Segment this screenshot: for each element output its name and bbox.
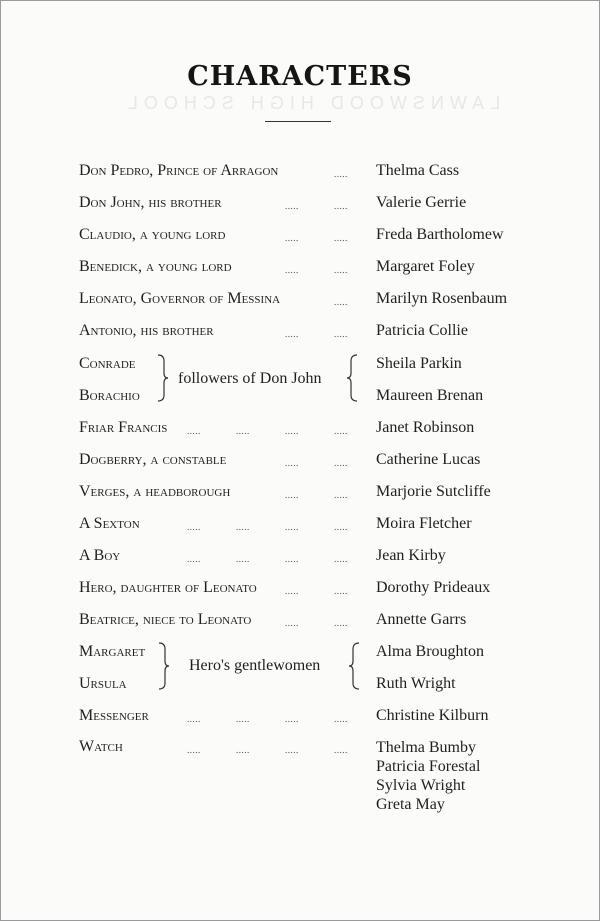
actor-watch: Greta May xyxy=(376,796,445,813)
role-sexton: A Sexton xyxy=(79,515,140,532)
dot-leader: ..... xyxy=(236,714,250,724)
actor-watch: Sylvia Wright xyxy=(376,777,466,794)
actor-margaret: Alma Broughton xyxy=(376,643,484,660)
actor-borachio: Maureen Brenan xyxy=(376,387,484,404)
actor-boy: Jean Kirby xyxy=(376,547,446,564)
dot-leader: ..... xyxy=(285,201,299,211)
actor-benedick: Margaret Foley xyxy=(376,258,475,275)
role-claudio: Claudio, a young lord xyxy=(79,226,226,243)
dot-leader: ..... xyxy=(334,490,348,500)
dot-leader: ..... xyxy=(236,745,250,755)
actor-friar-francis: Janet Robinson xyxy=(376,419,475,436)
dot-leader: ..... xyxy=(187,522,201,532)
dot-leader: ..... xyxy=(236,426,250,436)
role-borachio: Borachio xyxy=(79,387,140,404)
actor-dogberry: Catherine Lucas xyxy=(376,451,481,468)
role-leonato: Leonato, Governor of Messina xyxy=(79,290,281,307)
role-benedick: Benedick, a young lord xyxy=(79,258,232,275)
role-antonio: Antonio, his brother xyxy=(79,322,214,339)
dot-leader: ..... xyxy=(334,329,348,339)
dot-leader: ..... xyxy=(334,554,348,564)
actor-beatrice: Annette Garrs xyxy=(376,611,467,628)
role-margaret: Margaret xyxy=(79,643,146,660)
left-brace-icon xyxy=(156,353,170,403)
dot-leader: ..... xyxy=(285,522,299,532)
dot-leader: ..... xyxy=(334,201,348,211)
dot-leader: ..... xyxy=(334,297,348,307)
group-label-followers: followers of Don John xyxy=(178,370,322,387)
actor-messenger: Christine Kilburn xyxy=(376,707,489,724)
group-label-gentlewomen: Hero's gentlewomen xyxy=(189,657,321,674)
actor-sexton: Moira Fletcher xyxy=(376,515,472,532)
actor-hero: Dorothy Prideaux xyxy=(376,579,491,596)
dot-leader: ..... xyxy=(285,233,299,243)
role-friar-francis: Friar Francis xyxy=(79,419,168,436)
dot-leader: ..... xyxy=(285,265,299,275)
dot-leader: ..... xyxy=(236,554,250,564)
dot-leader: ..... xyxy=(187,554,201,564)
actor-verges: Marjorie Sutcliffe xyxy=(376,483,491,500)
actor-don-john: Valerie Gerrie xyxy=(376,194,467,211)
dot-leader: ..... xyxy=(187,426,201,436)
page-title: CHARACTERS xyxy=(187,61,413,92)
actor-watch: Thelma Bumby xyxy=(376,739,476,756)
dot-leader: ..... xyxy=(285,329,299,339)
role-messenger: Messenger xyxy=(79,707,149,724)
role-don-john: Don John, his brother xyxy=(79,194,222,211)
left-brace-icon xyxy=(157,641,171,691)
dot-leader: ..... xyxy=(334,265,348,275)
role-dogberry: Dogberry, a constable xyxy=(79,451,227,468)
dot-leader: ..... xyxy=(334,745,348,755)
actor-claudio: Freda Bartholomew xyxy=(376,226,504,243)
role-hero: Hero, daughter of Leonato xyxy=(79,579,257,596)
dot-leader: ..... xyxy=(236,522,250,532)
dot-leader: ..... xyxy=(334,426,348,436)
actor-conrade: Sheila Parkin xyxy=(376,355,462,372)
right-brace-icon xyxy=(345,353,359,403)
dot-leader: ..... xyxy=(285,745,299,755)
title-underline xyxy=(265,121,331,122)
role-don-pedro: Don Pedro, Prince of Arragon xyxy=(79,162,279,179)
dot-leader: ..... xyxy=(285,426,299,436)
role-verges: Verges, a headborough xyxy=(79,483,231,500)
actor-don-pedro: Thelma Cass xyxy=(376,162,460,179)
dot-leader: ..... xyxy=(334,458,348,468)
actor-antonio: Patricia Collie xyxy=(376,322,468,339)
dot-leader: ..... xyxy=(334,233,348,243)
role-ursula: Ursula xyxy=(79,675,127,692)
dot-leader: ..... xyxy=(285,490,299,500)
show-through-watermark: LAWNSWOOD HIGH SCHOOL xyxy=(121,93,501,113)
role-watch: Watch xyxy=(79,738,123,755)
dot-leader: ..... xyxy=(187,714,201,724)
actor-ursula: Ruth Wright xyxy=(376,675,456,692)
dot-leader: ..... xyxy=(285,586,299,596)
role-beatrice: Beatrice, niece to Leonato xyxy=(79,611,252,628)
dot-leader: ..... xyxy=(334,586,348,596)
role-conrade: Conrade xyxy=(79,355,136,372)
dot-leader: ..... xyxy=(334,169,348,179)
dot-leader: ..... xyxy=(285,714,299,724)
dot-leader: ..... xyxy=(285,618,299,628)
dot-leader: ..... xyxy=(187,745,201,755)
dot-leader: ..... xyxy=(285,554,299,564)
dot-leader: ..... xyxy=(334,714,348,724)
right-brace-icon xyxy=(347,641,361,691)
dot-leader: ..... xyxy=(334,522,348,532)
role-boy: A Boy xyxy=(79,547,121,564)
actor-watch: Patricia Forestal xyxy=(376,758,481,775)
dot-leader: ..... xyxy=(285,458,299,468)
actor-leonato: Marilyn Rosenbaum xyxy=(376,290,508,307)
dot-leader: ..... xyxy=(334,618,348,628)
